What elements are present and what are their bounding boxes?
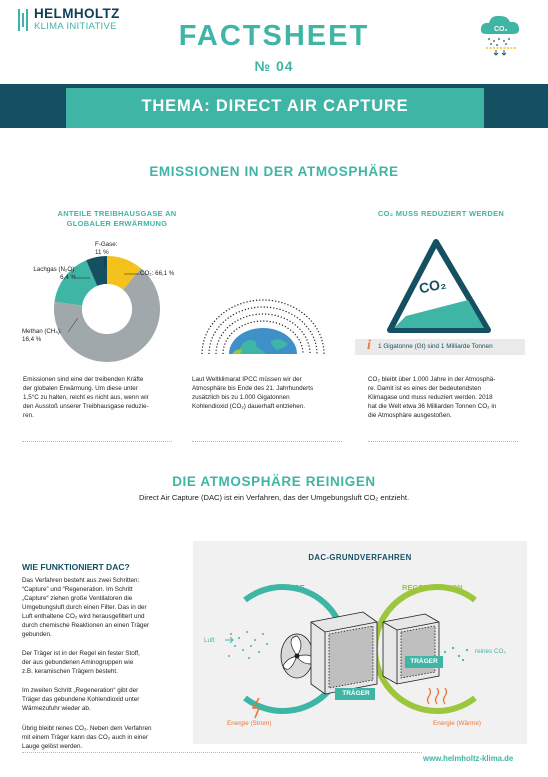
emissions-text-left: Emissionen sind eine der treibenden Kräfte der globalen Erwärmung. Um diese unter 1,5°C zu halten, reicht es nicht aus, wenn wir den Ausstoß unserer Treibhausgase reduzie- ren. — [23, 376, 149, 419]
air-particles — [228, 631, 268, 659]
how-paragraph-2: Der Träger ist in der Regel ein fester Stoff, der aus gebundenen Aminogruppen wie z.B. keramischen Trägern besteht. — [22, 650, 140, 675]
co2-reduction-triangle — [384, 236, 494, 336]
co2-leader-line — [124, 273, 140, 275]
org-subtitle: KLIMA INITIATIVE — [34, 21, 117, 32]
pie-hole — [82, 284, 132, 334]
divider — [192, 441, 342, 442]
fan-icon — [281, 634, 313, 678]
methan-leader-line — [68, 318, 78, 332]
label-fgase: F-Gase: 11 % — [95, 241, 118, 256]
traeger-label-regeneration: TRÄGER — [410, 658, 438, 665]
emissions-heading: EMISSIONEN IN DER ATMOSPHÄRE — [149, 164, 399, 179]
footer-divider — [22, 752, 422, 753]
how-paragraph-1: Das Verfahren besteht aus zwei Schritten: “Capture” und “Regeneration. Im Schritt „Capture“ ziehen große Ventilatoren die Umgebungsluft durch einen Filter. Das in der Luft enthaltene CO₂ wird herausgefiltert und durch chemische Reaktionen an einen Träger gebunden. — [22, 577, 150, 638]
footer-url[interactable]: www.helmholtz-klima.de — [423, 754, 514, 763]
gigatonne-note-text: 1 Gigatonne (Gt) sind 1 Milliarde Tonnen — [378, 343, 493, 350]
how-paragraph-3: Im zweiten Schritt „Regeneration“ gibt der Träger das gebundene Kohlendioxid unter Wärmezufuhr wieder ab. — [22, 687, 140, 712]
topic-title: THEMA: DIRECT AIR CAPTURE — [141, 97, 409, 115]
triangle-title: CO₂ MUSS REDUZIERT WERDEN — [377, 209, 505, 218]
lachgas-leader-line — [76, 277, 90, 279]
diagram-title: DAC-GRUNDVERFAHREN — [308, 553, 412, 562]
luft-label: Luft — [204, 637, 215, 644]
energie-strom-label: Energie (Strom) — [227, 720, 272, 727]
label-methan: Methan (CH₄): 16,4 % — [22, 328, 62, 343]
org-name: HELMHOLTZ — [34, 6, 120, 21]
clean-heading: DIE ATMOSPHÄRE REINIGEN — [172, 474, 376, 489]
heat-icon — [428, 688, 447, 704]
earth-atmosphere-illustration — [196, 294, 330, 356]
factsheet-title: FACTSHEET — [178, 20, 370, 52]
co2-cloud-icon — [476, 8, 526, 58]
label-lachgas: Lachgas (N₂O): 6,4 % — [33, 266, 76, 281]
how-paragraph-4: Übrig bleibt reines CO₂. Neben dem Verfahren mit einem Träger kann das CO₂ auch in einer Lauge gelöst werden. — [22, 725, 152, 750]
energie-waerme-label: Energie (Wärme) — [433, 720, 481, 727]
fgase-leader-line — [104, 257, 106, 267]
info-icon: i — [367, 338, 371, 353]
emissions-text-right: CO₂ bleibt über 1.000 Jahre in der Atmosphä- re. Damit ist es eines der bedeutendsten Klimagase und muss reduziert werden. 2018 hat die Welt etwa 36 Milliarden Tonnen CO₂ in die Atmosphäre ausgestoßen. — [368, 376, 497, 419]
regeneration-container — [383, 614, 439, 684]
how-heading: WIE FUNKTIONIERT DAC? — [22, 562, 130, 572]
co2-icon-label: CO₂ — [494, 26, 508, 33]
divider — [22, 441, 172, 442]
triangle-co2-label: CO₂ — [417, 275, 448, 297]
reines-co2-label: reines CO₂ — [475, 648, 506, 655]
factsheet-number: № 04 — [254, 58, 294, 74]
emissions-text-middle: Laut Weltklimarat IPCC müssen wir der Atmosphäre bis Ende des 21. Jahrhunderts zusätzlich bis zu 1.000 Gigatonnen Kohlendioxid (CO₂) dauerhaft entziehen. — [192, 376, 314, 410]
capture-label: CAPTURE — [268, 583, 305, 592]
label-co2: CO₂: 66,1 % — [140, 270, 175, 277]
clean-subtitle: Direct Air Capture (DAC) ist ein Verfahren, das der Umgebungsluft CO₂ entzieht. — [138, 493, 410, 502]
divider — [368, 441, 518, 442]
pie-title: ANTEILE TREIBHAUSGASE AN GLOBALER ERWÄRMUNG — [57, 209, 177, 228]
traeger-label-capture: TRÄGER — [342, 690, 370, 697]
capture-container — [311, 612, 377, 694]
regeneration-label: REGENERATION — [402, 583, 463, 592]
